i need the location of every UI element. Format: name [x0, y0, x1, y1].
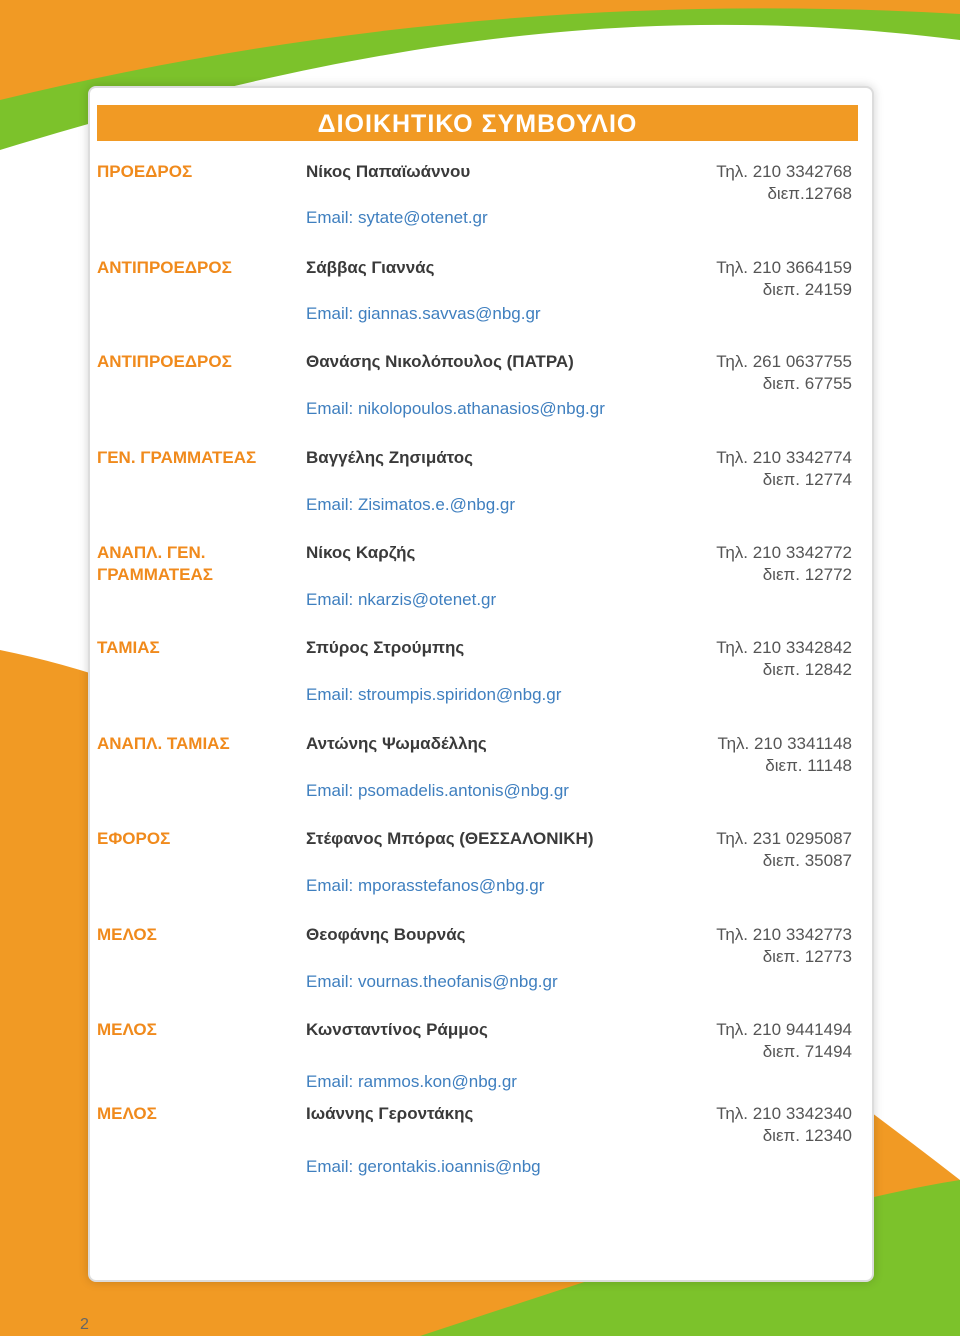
member-name: Βαγγέλης Ζησιμάτος [306, 448, 474, 467]
member-phone: Τηλ. 210 3342340 [716, 1104, 852, 1123]
member-name: Σάββας Γιαννάς [306, 258, 435, 277]
member-name: Νίκος Παπαϊωάννου [306, 162, 471, 181]
member-email[interactable]: Email: sytate@otenet.gr [306, 208, 488, 227]
member-role: ΑΝΑΠΛ. ΤΑΜΙΑΣ [97, 734, 230, 753]
member-email[interactable]: Email: Zisimatos.e.@nbg.gr [306, 495, 516, 514]
member-phone: Τηλ. 210 3664159 [716, 258, 852, 277]
member-email[interactable]: Email: giannas.savvas@nbg.gr [306, 304, 541, 323]
member-extension: διεπ. 12773 [762, 947, 852, 966]
member-role: ΜΕΛΟΣ [97, 1104, 157, 1123]
member-name: Στέφανος Μπόρας (ΘΕΣΣΑΛΟΝΙΚΗ) [306, 829, 594, 848]
member-extension: διεπ. 12772 [762, 565, 852, 584]
member-role: ΑΝΑΠΛ. ΓΕΝ. [97, 543, 206, 562]
member-extension: διεπ. 24159 [762, 280, 852, 299]
member-email[interactable]: Email: mporasstefanos@nbg.gr [306, 876, 545, 895]
member-extension: διεπ. 12774 [762, 470, 852, 489]
member-role: ΕΦΟΡΟΣ [97, 829, 171, 848]
member-role: ΑΝΤΙΠΡΟΕΔΡΟΣ [97, 258, 232, 277]
member-role: ΓΕΝ. ΓΡΑΜΜΑΤΕΑΣ [97, 448, 257, 467]
member-name: Κωνσταντίνος Ράμμος [306, 1020, 488, 1039]
member-role: ΜΕΛΟΣ [97, 925, 157, 944]
page-title: ΔΙΟΙΚΗΤΙΚΟ ΣΥΜΒΟΥΛΙΟ [317, 110, 638, 138]
member-extension: διεπ. 12340 [762, 1126, 852, 1145]
member-extension: διεπ. 35087 [762, 851, 852, 870]
member-email[interactable]: Email: nikolopoulos.athanasios@nbg.gr [306, 399, 605, 418]
section-header [97, 105, 858, 141]
member-phone: Τηλ. 210 9441494 [716, 1020, 852, 1039]
member-phone: Τηλ. 210 3341148 [717, 734, 852, 753]
member-name: Ιωάννης Γεροντάκης [306, 1104, 474, 1123]
member-role-continued: ΓΡΑΜΜΑΤΕΑΣ [97, 565, 213, 584]
member-phone: Τηλ. 210 3342768 [716, 162, 852, 181]
member-phone: Τηλ. 210 3342842 [716, 638, 852, 657]
member-phone: Τηλ. 210 3342773 [716, 925, 852, 944]
member-email[interactable]: Email: nkarzis@otenet.gr [306, 590, 497, 609]
page-number: 2 [80, 1316, 89, 1333]
member-role: ΑΝΤΙΠΡΟΕΔΡΟΣ [97, 352, 232, 371]
member-extension: διεπ. 12842 [762, 660, 852, 679]
member-extension: διεπ. 71494 [762, 1042, 852, 1061]
member-name: Αντώνης Ψωμαδέλλης [306, 734, 487, 753]
member-email[interactable]: Email: gerontakis.ioannis@nbg [306, 1157, 541, 1176]
member-extension: διεπ.12768 [767, 184, 852, 203]
member-email[interactable]: Email: stroumpis.spiridon@nbg.gr [306, 685, 562, 704]
member-phone: Τηλ. 210 3342772 [716, 543, 852, 562]
member-email[interactable]: Email: rammos.kon@nbg.gr [306, 1072, 517, 1091]
member-email[interactable]: Email: vournas.theofanis@nbg.gr [306, 972, 558, 991]
member-name: Νίκος Καρζής [306, 543, 416, 562]
member-name: Θεοφάνης Βουρνάς [306, 925, 466, 944]
member-name: Σπύρος Στρούμπης [306, 638, 465, 657]
member-extension: διεπ. 11148 [765, 756, 852, 775]
member-role: ΤΑΜΙΑΣ [97, 638, 160, 657]
member-extension: διεπ. 67755 [762, 374, 852, 393]
member-role: ΜΕΛΟΣ [97, 1020, 157, 1039]
member-phone: Τηλ. 261 0637755 [716, 352, 852, 371]
member-name: Θανάσης Νικολόπουλος (ΠΑΤΡΑ) [306, 352, 574, 371]
member-email[interactable]: Email: psomadelis.antonis@nbg.gr [306, 781, 569, 800]
member-phone: Τηλ. 231 0295087 [716, 829, 852, 848]
member-role: ΠΡΟΕΔΡΟΣ [97, 162, 193, 181]
member-phone: Τηλ. 210 3342774 [716, 448, 852, 467]
